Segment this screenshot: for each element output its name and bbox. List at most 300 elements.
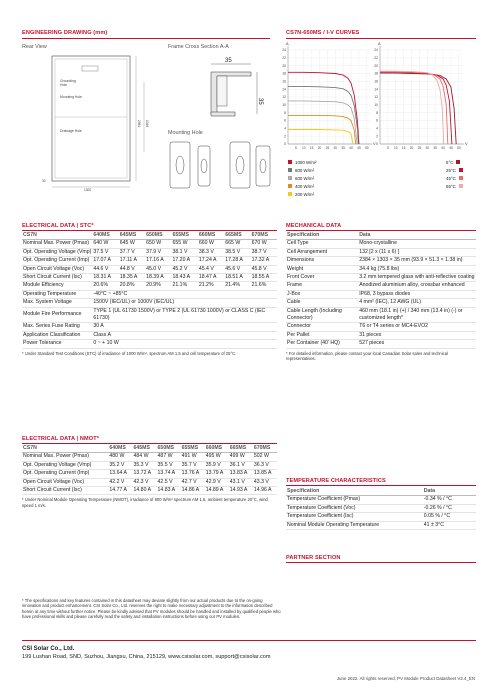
row-value: T6 or T4 series or MC4-EVO2 bbox=[358, 323, 476, 331]
row-value: 645 W bbox=[119, 240, 145, 248]
footer-rule bbox=[22, 640, 476, 641]
table-row bbox=[22, 340, 277, 348]
x-tick-label: 25 bbox=[417, 146, 422, 150]
table-row bbox=[22, 282, 277, 290]
row-value: 42.9 V bbox=[205, 478, 229, 486]
table-row bbox=[286, 496, 476, 504]
x-tick-label: 10 bbox=[393, 146, 398, 150]
table-row bbox=[286, 290, 476, 298]
row-value: 0 ~ + 10 W bbox=[92, 340, 277, 348]
frame-cross-label: Frame Cross Section A-A bbox=[168, 44, 229, 50]
row-value: 35.7 V bbox=[181, 461, 205, 469]
legend-item bbox=[288, 190, 368, 198]
row-value: 14.89 A bbox=[205, 487, 229, 495]
row-value: 1500V (IEC/UL) or 1000V (IEC/UL) bbox=[92, 299, 277, 307]
frame-foot bbox=[211, 112, 235, 116]
header-cell: 665MS bbox=[229, 445, 253, 453]
row-value: 35.9 V bbox=[205, 461, 229, 469]
table-row bbox=[286, 274, 476, 282]
row-value: 13.79 A bbox=[205, 470, 229, 478]
y-tick-label: 0 bbox=[376, 142, 378, 147]
row-value: 0.05 % / °C bbox=[423, 513, 476, 521]
row-value: 18.39 A bbox=[145, 274, 171, 282]
row-value: 491 W bbox=[181, 453, 205, 461]
row-value: 44.8 V bbox=[119, 265, 145, 273]
row-value: -40°C ~ +85°C bbox=[92, 290, 277, 298]
header-cell: Data bbox=[423, 488, 476, 496]
row-value: 45.2 V bbox=[171, 265, 197, 273]
row-value: 18.35 A bbox=[119, 274, 145, 282]
table-row bbox=[22, 290, 277, 298]
row-value: Mono-crystalline bbox=[358, 240, 476, 248]
table-row bbox=[22, 299, 277, 307]
y-tick-label: 2 bbox=[284, 134, 286, 139]
row-label: J-Box bbox=[286, 290, 358, 298]
table-header-row bbox=[22, 232, 277, 240]
footer-address: 199 Lushan Road, SND, Suzhou, Jiangsu, China, 215129, www.csisolar.com, support@csisolar.com bbox=[22, 654, 271, 660]
row-value: 21.4% bbox=[224, 282, 250, 290]
row-value: 13.83 A bbox=[229, 470, 253, 478]
row-label: Opt. Operating Voltage (Vmp) bbox=[23, 248, 92, 255]
row-value: 484 W bbox=[132, 453, 156, 461]
y-tick-label: 16 bbox=[282, 79, 286, 84]
partner-rule bbox=[286, 562, 476, 563]
row-label: Short Circuit Current (Isc) bbox=[22, 274, 92, 282]
y-axis-unit: A bbox=[286, 42, 289, 46]
row-value: 42.2 V bbox=[108, 478, 132, 486]
row-value: 37.5 V bbox=[92, 248, 118, 256]
row-label: Max. System Voltage bbox=[22, 299, 92, 307]
table-row bbox=[22, 331, 277, 339]
table-row bbox=[286, 282, 476, 290]
row-value: 20.6% bbox=[92, 282, 118, 290]
row-label: Opt. Operating Voltage (Vmp) bbox=[22, 461, 108, 469]
legend-swatch bbox=[288, 176, 292, 180]
table-row bbox=[22, 265, 277, 273]
row-value: 42.7 V bbox=[181, 478, 205, 486]
header-cell: 670MS bbox=[253, 445, 277, 453]
frame-width-value: 35 bbox=[225, 58, 232, 64]
engineering-rule bbox=[22, 38, 270, 39]
x-tick-label: 25 bbox=[325, 146, 330, 150]
row-value: 18.47 A bbox=[198, 274, 224, 282]
header-cell: Data bbox=[358, 232, 476, 240]
x-tick-label: 20 bbox=[409, 146, 414, 150]
row-label: Front Cover bbox=[286, 274, 358, 282]
y-tick-label: 8 bbox=[376, 110, 378, 115]
header-cell: Specification bbox=[286, 232, 358, 240]
row-value: 14.80 A bbox=[132, 487, 156, 495]
row-label: Cable Length (Including Connector) bbox=[286, 307, 358, 323]
legend-swatch bbox=[288, 168, 292, 172]
table-row bbox=[22, 307, 277, 323]
mounting-hole-drawing bbox=[168, 138, 278, 196]
note-hole-1: Hole bbox=[60, 83, 67, 87]
y-tick-label: 24 bbox=[282, 48, 286, 53]
header-cell: 645MS bbox=[119, 232, 145, 240]
hole-plate-3 bbox=[230, 142, 250, 188]
y-tick-label: 10 bbox=[374, 103, 378, 108]
hole-slot-4 bbox=[260, 159, 266, 173]
y-tick-label: 24 bbox=[374, 48, 378, 53]
row-label: Temperature Coefficient (Pmax) bbox=[286, 496, 423, 504]
row-label: Open Circuit Voltage (Voc) bbox=[22, 265, 92, 273]
stc-rule bbox=[22, 230, 277, 231]
row-value: 20.9% bbox=[145, 282, 171, 290]
irradiance-legend bbox=[288, 158, 368, 198]
row-label: Module Fire Performance bbox=[22, 307, 92, 323]
x-tick-label: 15 bbox=[401, 146, 406, 150]
row-value: 18.43 A bbox=[171, 274, 197, 282]
row-value: 640 W bbox=[92, 240, 118, 248]
row-value: 45.8 V bbox=[251, 265, 277, 273]
row-value: 18.55 A bbox=[251, 274, 277, 282]
row-label: Cell Arrangement bbox=[286, 248, 358, 256]
row-value: 17.07 A bbox=[92, 257, 118, 265]
header-cell: 665MS bbox=[224, 232, 250, 240]
row-value: 14.93 A bbox=[229, 487, 253, 495]
dim-height-text: 2384 bbox=[137, 120, 141, 128]
y-tick-label: 18 bbox=[282, 71, 286, 76]
row-value: TYPE 1 (UL 61730 1500V) or TYPE 2 (UL 61730 1000V) or CLASS C (IEC 61730) bbox=[92, 307, 277, 323]
row-label: Connector bbox=[286, 323, 358, 331]
row-value: 13.74 A bbox=[157, 470, 181, 478]
iv-heading: CS7N-650MS / I-V CURVES bbox=[286, 30, 360, 36]
x-axis-unit: V bbox=[373, 142, 376, 146]
legend-item bbox=[288, 166, 368, 174]
row-value: 37.9 V bbox=[145, 248, 171, 256]
mounting-hole-label: Mounting Hole bbox=[168, 130, 203, 136]
x-axis-unit: V bbox=[465, 142, 468, 146]
table-row bbox=[22, 470, 277, 478]
row-value: 37.7 V bbox=[119, 248, 145, 256]
nmot-table bbox=[22, 445, 277, 508]
series-line bbox=[380, 72, 452, 144]
x-tick-label: 35 bbox=[341, 146, 345, 150]
partner-heading: PARTNER SECTION bbox=[286, 555, 341, 561]
row-value: 499 W bbox=[229, 453, 253, 461]
footer-date: June 2022. All rights reserved, PV Module Product Datasheet V2.4_EN bbox=[336, 676, 475, 681]
y-tick-label: 12 bbox=[374, 95, 378, 100]
legend-label: 65°C bbox=[446, 183, 456, 189]
row-value: 18.31 A bbox=[92, 274, 118, 282]
header-cell: 645MS bbox=[132, 445, 156, 453]
header-cell: 655MS bbox=[171, 232, 197, 240]
legend-label: 400 W/m² bbox=[295, 183, 315, 189]
row-value: 3.2 mm tempered glass with anti-reflective coating bbox=[359, 274, 475, 281]
row-value: 38.5 V bbox=[224, 248, 250, 256]
row-label: Short Circuit Current (Isc) bbox=[22, 487, 108, 495]
rear-view-drawing bbox=[22, 52, 162, 192]
table-row bbox=[286, 340, 476, 348]
frame-chamber bbox=[217, 76, 227, 106]
row-value: 660 W bbox=[198, 240, 224, 248]
temperature-heading: TEMPERATURE CHARACTERISTICS bbox=[286, 478, 386, 484]
row-value: 42.3 V bbox=[132, 478, 156, 486]
table-row bbox=[286, 323, 476, 331]
row-value: 17.28 A bbox=[224, 257, 250, 265]
row-value: 31 pieces bbox=[358, 331, 476, 339]
table-header-row bbox=[286, 488, 476, 496]
row-label: Temperature Coefficient (Voc) bbox=[286, 504, 423, 512]
note-drainage: Drainage Hole bbox=[60, 129, 82, 133]
legend-item bbox=[288, 174, 368, 182]
row-value: -0.26 % / °C bbox=[423, 504, 476, 512]
stc-heading: ELECTRICAL DATA | STC* bbox=[22, 223, 94, 229]
rear-view-label: Rear View bbox=[22, 44, 47, 50]
row-label: Power Tolerance bbox=[22, 340, 92, 348]
row-label: Dimensions bbox=[286, 257, 358, 265]
table-row bbox=[286, 265, 476, 273]
table-header-row bbox=[286, 232, 476, 240]
row-value: 45.6 V bbox=[224, 265, 250, 273]
row-value: 21.1% bbox=[171, 282, 197, 290]
y-tick-label: 20 bbox=[374, 63, 378, 68]
row-label: Open Circuit Voltage (Voc) bbox=[22, 478, 108, 486]
hole-plate-2 bbox=[198, 146, 210, 186]
row-value: 18.51 A bbox=[224, 274, 250, 282]
legend-label: 5°C bbox=[446, 159, 454, 165]
y-tick-label: 22 bbox=[374, 56, 378, 61]
legend-swatch bbox=[459, 168, 463, 172]
y-tick-label: 18 bbox=[374, 71, 378, 76]
table-row bbox=[286, 331, 476, 339]
x-tick-label: 40 bbox=[441, 146, 445, 150]
row-value: 14.83 A bbox=[157, 487, 181, 495]
row-value: 36.1 V bbox=[229, 461, 253, 469]
row-value: 43.3 V bbox=[253, 478, 277, 486]
row-value: 132 [2 x (11 x 6) ] bbox=[358, 248, 476, 256]
x-tick-label: 40 bbox=[349, 146, 353, 150]
dim-frame-text: 30 bbox=[42, 179, 46, 183]
table-row bbox=[22, 478, 277, 486]
row-value: 14.96 A bbox=[253, 487, 277, 495]
y-tick-label: 10 bbox=[282, 103, 286, 108]
row-value: 13.85 A bbox=[253, 470, 277, 478]
row-value: 13.64 A bbox=[108, 470, 132, 478]
iv-chart-temperature bbox=[370, 38, 470, 156]
nmot-rule bbox=[22, 443, 277, 444]
table-row bbox=[22, 453, 277, 461]
row-value: 670 W bbox=[251, 240, 277, 248]
row-value: 21.6% bbox=[251, 282, 277, 290]
y-tick-label: 16 bbox=[374, 79, 378, 84]
row-value: 17.16 A bbox=[145, 257, 171, 265]
temperature-table bbox=[286, 488, 476, 530]
frame-cross-drawing bbox=[195, 54, 265, 129]
legend-label: 25°C bbox=[446, 167, 456, 173]
legend-label: 600 W/m² bbox=[295, 175, 315, 181]
series-line bbox=[380, 71, 444, 144]
y-tick-label: 2 bbox=[376, 134, 378, 139]
y-tick-label: 14 bbox=[282, 87, 286, 92]
legend-label: 45°C bbox=[446, 175, 456, 181]
y-tick-label: 14 bbox=[374, 87, 378, 92]
x-tick-label: 5 bbox=[386, 146, 389, 150]
row-value: 20.8% bbox=[119, 282, 145, 290]
y-tick-label: 8 bbox=[284, 110, 286, 115]
row-value: 43.1 V bbox=[229, 478, 253, 486]
row-value: 14.86 A bbox=[181, 487, 205, 495]
legend-label: 800 W/m² bbox=[295, 167, 315, 173]
y-tick-label: 22 bbox=[282, 56, 286, 61]
stc-table bbox=[22, 232, 277, 356]
row-label: Temperature Coefficient (Isc) bbox=[286, 513, 423, 521]
row-value: 30 A bbox=[92, 323, 277, 331]
x-tick-label: 20 bbox=[317, 146, 322, 150]
y-tick-label: 6 bbox=[284, 118, 286, 123]
row-value: 17.24 A bbox=[198, 257, 224, 265]
header-cell: 660MS bbox=[205, 445, 229, 453]
hole-slot-1 bbox=[176, 156, 184, 174]
row-value: 45.0 V bbox=[145, 265, 171, 273]
x-tick-label: 30 bbox=[425, 146, 430, 150]
x-tick-label: 15 bbox=[309, 146, 314, 150]
header-cell: 655MS bbox=[181, 445, 205, 453]
row-value: 665 W bbox=[224, 240, 250, 248]
mechanical-heading: MECHANICAL DATA bbox=[286, 223, 342, 229]
mechanical-rule bbox=[286, 230, 476, 231]
row-value: 42.5 V bbox=[157, 478, 181, 486]
row-value: 35.5 V bbox=[157, 461, 181, 469]
row-label: Nominal Module Operating Temperature bbox=[286, 521, 423, 529]
header-cell: 670MS bbox=[251, 232, 277, 240]
y-tick-label: 0 bbox=[284, 142, 286, 147]
row-value: 38.3 V bbox=[198, 248, 224, 256]
row-value: 36.3 V bbox=[253, 461, 277, 469]
table-row bbox=[22, 487, 277, 495]
row-label: Cell Type bbox=[286, 240, 358, 248]
row-value: 34.4 kg (75.8 lbs) bbox=[358, 265, 476, 273]
table-row bbox=[286, 513, 476, 521]
row-value: 41 ± 3°C bbox=[423, 521, 476, 529]
row-value: Class A bbox=[92, 331, 277, 339]
table-row bbox=[22, 274, 277, 282]
x-tick-label: 50 bbox=[365, 146, 369, 150]
table-row bbox=[286, 307, 476, 323]
x-tick-label: 30 bbox=[333, 146, 338, 150]
row-value: 38.1 V bbox=[171, 248, 197, 256]
row-label: Opt. Operating Current (Imp) bbox=[22, 470, 108, 478]
y-tick-label: 12 bbox=[282, 95, 286, 100]
header-cell: 640MS bbox=[108, 445, 132, 453]
row-value: 35.2 V bbox=[108, 461, 132, 469]
row-value: 502 W bbox=[253, 453, 277, 461]
row-label: Per Pallet bbox=[286, 331, 358, 339]
mechanical-note: * For detailed information, please contact your local Canadian Solar sales and technical representatives. bbox=[286, 350, 449, 362]
row-label: Frame bbox=[286, 282, 358, 290]
hole-plate-4 bbox=[256, 146, 270, 186]
row-label: Opt. Operating Current (Imp) bbox=[22, 257, 92, 265]
nmot-note: * Under Nominal Module Operating Temperature (NMOT), irradiance of 800 W/m² spectrum AM 1.5, ambient temperature 20°C, wind speed 1 m/s. bbox=[22, 497, 268, 508]
row-value: IP68, 3 bypass diodes bbox=[358, 290, 476, 298]
x-tick-label: 45 bbox=[357, 146, 361, 150]
series-line bbox=[288, 101, 357, 144]
hole-slot-3 bbox=[236, 156, 244, 174]
row-value: 495 W bbox=[205, 453, 229, 461]
row-label: Weight bbox=[286, 265, 358, 273]
row-value: 17.11 A bbox=[119, 257, 145, 265]
y-tick-label: 4 bbox=[376, 126, 378, 131]
table-row bbox=[286, 240, 476, 248]
table-row bbox=[286, 504, 476, 512]
row-label: Cable bbox=[286, 299, 358, 307]
hole-slot-2 bbox=[201, 159, 207, 173]
row-value: -0.34 % / °C bbox=[423, 496, 476, 504]
header-cell: CS7N bbox=[22, 445, 108, 453]
x-tick-label: 35 bbox=[433, 146, 437, 150]
frame-height-value: 35 bbox=[257, 98, 263, 105]
panel-inner bbox=[55, 59, 127, 178]
row-value: 650 W bbox=[145, 240, 171, 248]
table-header-row bbox=[22, 445, 277, 453]
temperature-legend bbox=[446, 158, 476, 190]
legend-label: 200 W/m² bbox=[295, 191, 315, 197]
dim-width-text: 1300 bbox=[84, 188, 92, 192]
disclaimer: * The specifications and key features contained in this datasheet may deviate slightly from our actual products due to the on-going innovation and product enhancement. CSI Solar Co., Ltd. reserves the right to make necessary adjustment to the information described herein at any time without further notice. Please be kindly advised that PV modules should be handled and installed by qualified people who have professional skills and please carefully read the safety and installation instructions before using our PV modules. bbox=[22, 598, 281, 620]
header-cell: CS7N bbox=[22, 232, 92, 240]
series-line bbox=[380, 73, 456, 144]
row-label: Max. Series Fuse Rating bbox=[22, 323, 92, 331]
row-value: 35.3 V bbox=[132, 461, 156, 469]
row-value: 487 W bbox=[157, 453, 181, 461]
row-label: Nominal Max. Power (Pmax) bbox=[22, 453, 108, 461]
note-mounting: Mounting Hole bbox=[60, 95, 82, 99]
legend-label: 1000 W/m² bbox=[295, 159, 317, 165]
legend-item bbox=[288, 158, 368, 166]
legend-swatch bbox=[456, 160, 460, 164]
row-value: 14.77 A bbox=[108, 487, 132, 495]
row-label: Module Efficiency bbox=[22, 282, 92, 290]
footer-company: CSI Solar Co., Ltd. bbox=[22, 646, 75, 652]
y-tick-label: 20 bbox=[282, 63, 286, 68]
row-label: Application Classification bbox=[22, 331, 92, 339]
row-value: 13.72 A bbox=[132, 470, 156, 478]
stc-note: * Under Standard Test Conditions (STC) of irradiance of 1000 W/m², spectrum AM 1.5 and cell temperature of 25°C. bbox=[22, 350, 237, 356]
legend-swatch bbox=[288, 160, 292, 164]
header-cell: 640MS bbox=[92, 232, 118, 240]
row-value: 38.7 V bbox=[251, 248, 277, 256]
dim-mount-text: 1048 bbox=[145, 120, 149, 128]
x-tick-label: 50 bbox=[457, 146, 461, 150]
row-value: 480 W bbox=[108, 453, 132, 461]
header-cell: 660MS bbox=[198, 232, 224, 240]
y-axis-unit: A bbox=[378, 42, 381, 46]
legend-swatch bbox=[459, 176, 463, 180]
row-value: 655 W bbox=[171, 240, 197, 248]
y-tick-label: 6 bbox=[376, 118, 378, 123]
mechanical-table bbox=[286, 232, 476, 362]
row-value: 44.6 V bbox=[92, 265, 118, 273]
x-tick-label: 10 bbox=[301, 146, 306, 150]
table-row bbox=[22, 257, 277, 265]
header-cell: Specification bbox=[286, 488, 423, 496]
table-row bbox=[286, 248, 476, 256]
table-row bbox=[22, 461, 277, 469]
row-value: 527 pieces bbox=[358, 340, 476, 348]
legend-item bbox=[288, 182, 368, 190]
y-tick-label: 4 bbox=[284, 126, 286, 131]
row-value: 45.4 V bbox=[198, 265, 224, 273]
nmot-heading: ELECTRICAL DATA | NMOT* bbox=[22, 436, 99, 442]
series-line bbox=[288, 72, 359, 144]
legend-item bbox=[446, 166, 476, 174]
row-label: Operating Temperature bbox=[22, 290, 92, 298]
x-tick-label: 5 bbox=[294, 146, 297, 150]
table-row bbox=[22, 248, 277, 256]
row-value: 13.76 A bbox=[181, 470, 205, 478]
row-label: Per Container (40' HQ) bbox=[286, 340, 358, 348]
